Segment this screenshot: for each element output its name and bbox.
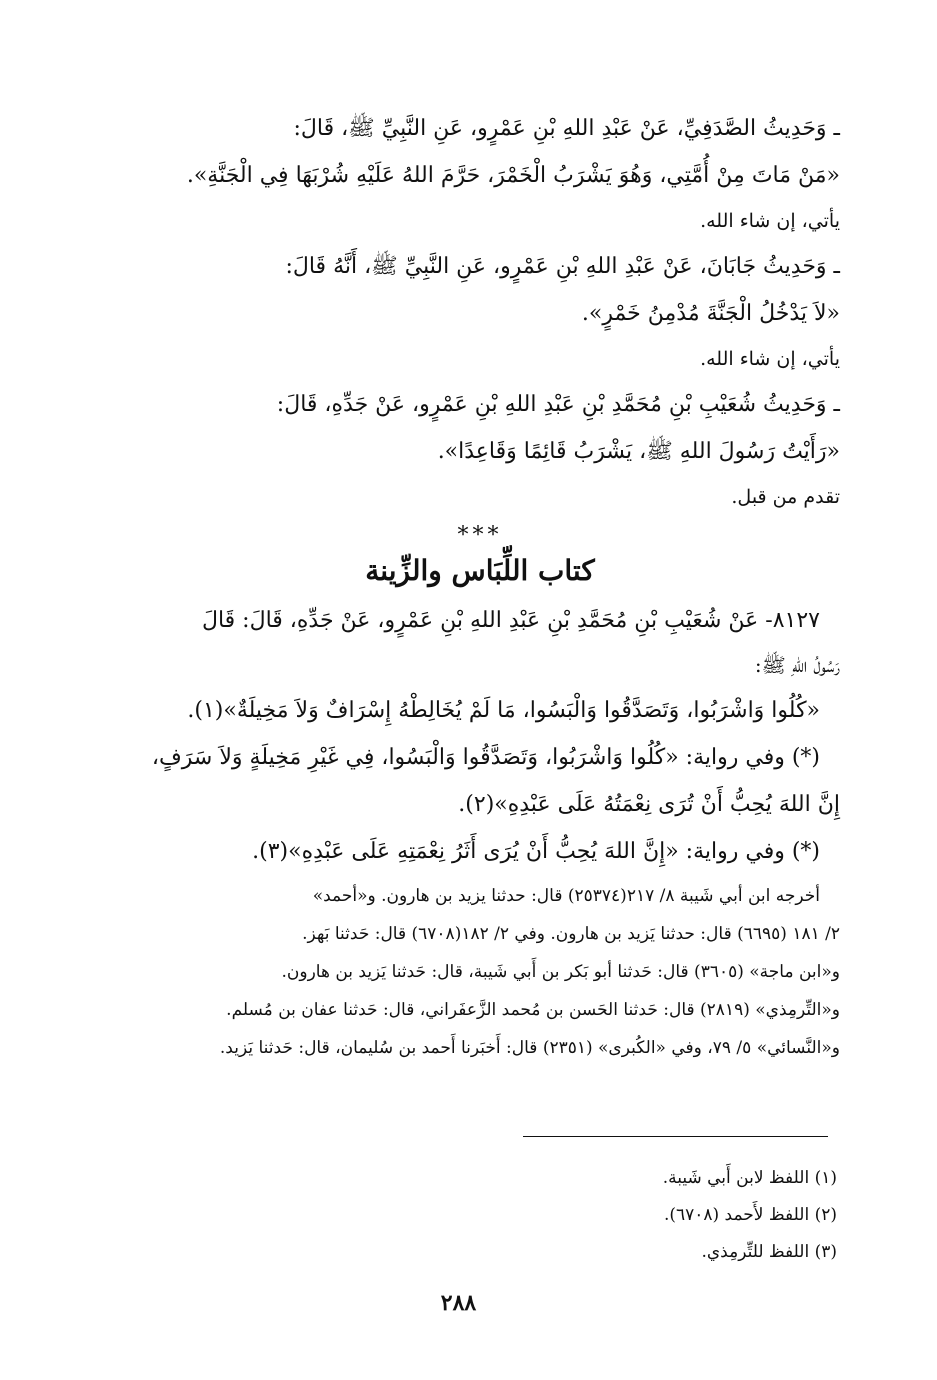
hadith-line: إِنَّ اللهَ يُحِبُّ أَنْ تُرَى نِعْمَتُهُ عَلَى عَبْدِهِ»(٢).: [458, 792, 840, 817]
source-line: أخرجه ابن أبي شَيبة ٨/ ٢١٧(٢٥٣٧٤) قال: حدثنا يزيد بن هارون. و«أحمد»: [312, 886, 820, 906]
hadith-line: رَسُولُ اللهِ ﷺ:: [754, 653, 840, 677]
body-line: «مَنْ مَاتَ مِنْ أُمَّتِي، وَهُوَ يَشْرَبُ الْخَمْرَ، حَرَّمَ اللهُ عَلَيْهِ شُرْبَهَا فِي الْجَنَّةِ».: [186, 163, 840, 188]
source-line: و«النَّسائي» ٥/ ٧٩، وفي «الكُبرى» (٢٣٥١) قال: أَخبَرنا أَحمد بن سُليمان، قال: حَدثنا يَزيد.: [219, 1038, 840, 1058]
footnote: (٣) اللفظ للتِّرمِذي.: [701, 1242, 837, 1262]
footnote: (٢) اللفظ لأَحمد (٦٧٠٨).: [663, 1205, 837, 1225]
hadith-line: (*) وفي رواية: «إِنَّ اللهَ يُحِبُّ أَنْ يُرَى أَثَرُ نِعْمَتِهِ عَلَى عَبْدِهِ»(٣).: [252, 839, 820, 864]
section-title: كتاب اللِّبَاس والزِّينة: [365, 554, 595, 587]
page-number: ٢٨٨: [440, 1290, 477, 1316]
body-line: ـ وَحَدِيثُ جَابَانَ، عَنْ عَبْدِ اللهِ بْنِ عَمْرٍو، عَنِ النَّبِيِّ ﷺ، أَنَّهُ قَالَ:: [285, 254, 840, 279]
hadith-line: ٨١٢٧- عَنْ شُعَيْبِ بْنِ مُحَمَّدِ بْنِ عَبْدِ اللهِ بْنِ عَمْرٍو، عَنْ جَدِّهِ، قَالَ: قَالَ: [201, 608, 820, 633]
hadith-line: «كُلُوا وَاشْرَبُوا، وَتَصَدَّقُوا وَالْبَسُوا، مَا لَمْ يُخَالِطْهُ إِسْرَافٌ وَلاَ مَخِيلَةٌ»(١).: [187, 698, 820, 723]
page-content: [100, 105, 840, 1067]
body-line: ـ وَحَدِيثُ شُعَيْبِ بْنِ مُحَمَّدِ بْنِ عَبْدِ اللهِ بْنِ عَمْرٍو، عَنْ جَدِّهِ، قَالَ:: [276, 392, 840, 417]
source-line: و«ابن ماجة» (٣٦٠٥) قال: حَدثنا أبو بَكر بن أَبي شَيبة، قال: حَدثنا يَزيد بن هارون.: [281, 962, 840, 982]
body-line: «لاَ يَدْخُلُ الْجَنَّةَ مُدْمِنُ خَمْرٍ».: [581, 301, 840, 326]
footnotes: [337, 1160, 837, 1271]
body-line: «رَأَيْتُ رَسُولَ اللهِ ﷺ، يَشْرَبُ قَائِمًا وَقَاعِدًا».: [437, 439, 840, 464]
source-line: ٢/ ١٨١ (٦٦٩٥) قال: حدثنا يَزيد بن هارون. وفي ٢/ ١٨٢(٦٧٠٨) قال: حَدثنا بَهز.: [302, 924, 840, 944]
body-line: تقدم من قبل.: [731, 486, 840, 508]
footnote: (١) اللفظ لابن أَبي شَيبة.: [662, 1168, 837, 1188]
body-line: يأتي، إن شاء الله.: [700, 210, 840, 232]
section-separator: ***: [457, 523, 503, 548]
footnote-divider: [523, 1136, 828, 1137]
hadith-line: (*) وفي رواية: «كُلُوا وَاشْرَبُوا، وَتَصَدَّقُوا وَالْبَسُوا، فِي غَيْرِ مَخِيلَةٍ وَلاَ سَرَفٍ،: [151, 745, 820, 770]
body-line: ـ وَحَدِيثُ الصَّدَفِيِّ، عَنْ عَبْدِ اللهِ بْنِ عَمْرٍو، عَنِ النَّبِيِّ ﷺ، قَالَ:: [293, 116, 840, 141]
sources-block: [100, 877, 840, 1067]
body-line: يأتي، إن شاء الله.: [700, 348, 840, 370]
source-line: و«التِّرمِذي» (٢٨١٩) قال: حَدثنا الحَسن بن مُحمد الزَّعفَراني، قال: حَدثنا عفان بن مُسلم.: [226, 1000, 840, 1020]
